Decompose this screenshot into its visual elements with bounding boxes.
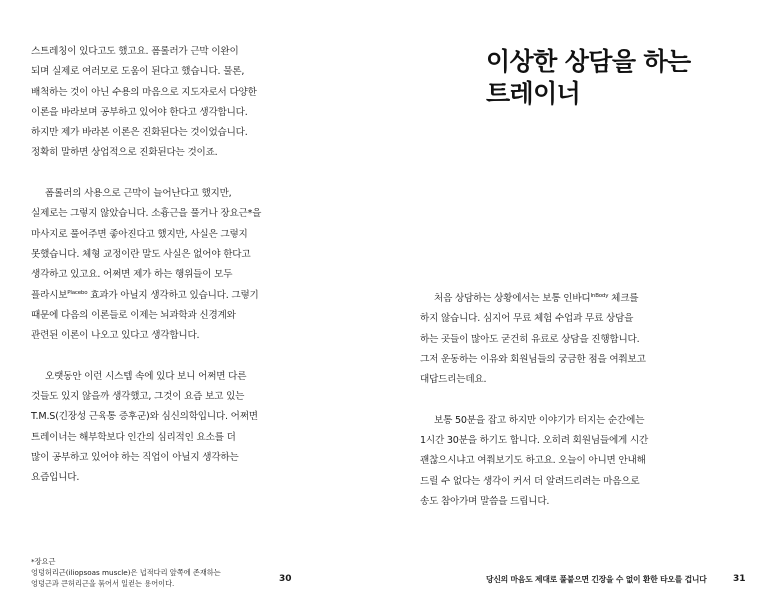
footnote xyxy=(31,556,221,589)
right-body-text xyxy=(420,289,760,533)
text-line: 드릴 수 없다는 생각이 커서 더 알려드리려는 마음으로 xyxy=(420,475,640,487)
superscript-gloss: InBody xyxy=(590,292,609,299)
text-line: 송도 참아가며 말씀을 드립니다. xyxy=(420,495,550,507)
footnote-line: *장요근 xyxy=(31,557,56,566)
footnote-line: 엉덩근과 큰허리근을 묶어서 일컫는 용어이다. xyxy=(31,579,175,588)
text-line: 하는 곳들이 많아도 굳건히 유료로 상담을 진행합니다. xyxy=(420,333,640,345)
text-line: 트레이너는 해부학보다 인간의 심리적인 요소를 더 xyxy=(31,431,236,443)
text-line: 하지 않습니다. 심지어 무료 체험 수업과 무료 상담을 xyxy=(420,313,634,325)
paragraph xyxy=(31,42,371,164)
text-line: 마사지로 풀어주면 좋아진다고 했지만, 사실은 그렇지 xyxy=(31,228,248,240)
chapter-title xyxy=(486,46,691,110)
text-line: 폼롤러의 사용으로 근막이 늘어난다고 했지만, xyxy=(45,188,232,200)
text-line: 괜찮으시냐고 여쭤보기도 하고요. 오늘이 아니면 안내해 xyxy=(420,455,646,467)
left-page xyxy=(0,0,386,615)
text-line: 하지만 제가 바라본 이론은 진화된다는 것이었습니다. xyxy=(31,127,248,139)
text-line: 이론을 바라보며 공부하고 있어야 한다고 생각합니다. xyxy=(31,106,248,118)
text-line: 때문에 다음의 이론들로 이제는 뇌과학과 신경계와 xyxy=(31,309,236,321)
text-line: 플라시보$^{Placebo}$ 효과가 아닐지 생각하고 있습니다. 그렇기 xyxy=(31,289,259,301)
text-line: 대답드리는데요. xyxy=(420,374,487,386)
footnote-line: 엉덩허리근(iliopsoas muscle)은 넙적다리 앞쪽에 존재하는 xyxy=(31,568,221,577)
text-line: 보통 50분을 잡고 하지만 이야기가 터지는 순간에는 xyxy=(434,414,645,426)
text-line: 정확히 말하면 상업적으로 진화된다는 것이죠. xyxy=(31,147,218,159)
title-line: 트레이너 xyxy=(486,79,581,108)
text-line: 오랫동안 이런 시스템 속에 있다 보니 어쩌면 다른 xyxy=(45,370,247,382)
paragraph xyxy=(31,184,371,346)
text-line: 배척하는 것이 아닌 수용의 마음으로 지도자로서 다양한 xyxy=(31,86,257,98)
text-line: 처음 상담하는 상황에서는 보통 인바디$^{InBody}$ 체크를 xyxy=(434,292,639,304)
text-line: 관련된 이론이 나오고 있다고 생각합니다. xyxy=(31,330,200,342)
text-line: 되며 실제로 여러모로 도움이 된다고 했습니다. 물론, xyxy=(31,66,245,78)
left-body-text xyxy=(31,42,371,509)
text-line: 실제로는 그렇지 않았습니다. 소흉근을 풀거나 장요근*을 xyxy=(31,208,262,220)
paragraph xyxy=(420,289,760,390)
text-line: 생각하고 있고요. 어쩌면 제가 하는 행위들이 모두 xyxy=(31,269,233,281)
title-line: 이상한 상담을 하는 xyxy=(486,47,691,76)
text-line: 것들도 있지 않을까 생각했고, 그것이 요즘 보고 있는 xyxy=(31,391,245,403)
page-number: 30 xyxy=(279,574,292,584)
paragraph xyxy=(420,411,760,512)
text-line: 1시간 30분을 하기도 합니다. 오히려 회원님들에게 시간 xyxy=(420,435,649,447)
page-number: 31 xyxy=(733,574,746,584)
text-line: 그저 운동하는 이유와 회원님들의 궁금한 점을 여쭤보고 xyxy=(420,353,646,365)
text-line: T.M.S(긴장성 근육통 증후군)와 심신의학입니다. 어쩌면 xyxy=(31,411,258,423)
text-line: 요즘입니다. xyxy=(31,472,80,484)
text-line: 스트레칭이 있다고도 했고요. 폼롤러가 근막 이완이 xyxy=(31,46,239,57)
paragraph xyxy=(31,367,371,489)
right-page xyxy=(386,0,773,615)
running-head: 당신의 마음도 제대로 풀붙으면 긴장을 수 없이 환한 타오를 겁니다 xyxy=(486,575,707,584)
text-line: 많이 공부하고 있어야 하는 직업이 아닐지 생각하는 xyxy=(31,451,239,463)
text-line: 못했습니다. 체형 교정이란 말도 사실은 없어야 한다고 xyxy=(31,248,251,260)
superscript-gloss: Placebo xyxy=(67,289,88,296)
